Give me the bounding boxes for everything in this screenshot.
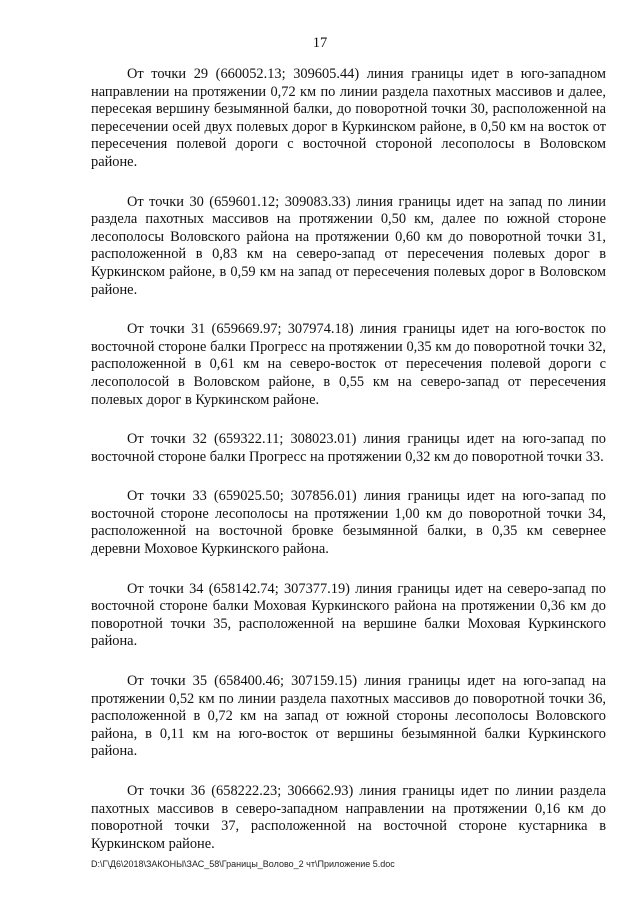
- paragraph-point-30: От точки 30 (659601.12; 309083.33) линия границы идет на запад по линии раздела пахотных массивов на протяжении 0,50 км, далее по южной стороне лесополосы Воловского района на протяжении 0,60 км до поворотной точки 31, расположенной в 0,83 км на северо-запад от пересечения полевых дорог в Куркинском районе, в 0,59 км на запад от пересечения полевых дорог в Воловском районе.: [91, 193, 606, 298]
- page-number: 17: [312, 35, 328, 51]
- paragraph-point-31: От точки 31 (659669.97; 307974.18) линия границы идет на юго-восток по восточной стороне балки Прогресс на протяжении 0,35 км до поворотной точки 32, расположенной в 0,61 км на северо-восток от пересечения полевой дороги с лесополосой в Воловском районе, в 0,55 км на северо-запад от пересечения полевых дорог в Куркинском районе.: [91, 321, 606, 408]
- document-body: [91, 66, 606, 875]
- paragraph-point-29: От точки 29 (660052.13; 309605.44) линия границы идет в юго-западном направлении на протяжении 0,72 км по линии раздела пахотных массивов и далее, пересекая вершину безымянной балки, до поворотной точки 30, расположенной на пересечении осей двух полевых дорог в Куркинском районе, в 0,50 км на восток от пересечения полевой дороги с восточной стороной лесополосы в Воловском районе.: [91, 66, 606, 170]
- paragraph-point-35: От точки 35 (658400.46; 307159.15) линия границы идет на юго-запад на протяжении 0,52 км по линии раздела пахотных массивов до поворотной точки 36, расположенной в 0,72 км на запад от южной стороны лесополосы Воловского района, в 0,11 км на юго-восток от вершины безымянной балки Куркинского района.: [91, 673, 606, 760]
- paragraph-point-32: От точки 32 (659322.11; 308023.01) линия границы идет на юго-запад по восточной стороне балки Прогресс на протяжении 0,32 км до поворотной точки 33.: [91, 431, 606, 465]
- paragraph-point-33: От точки 33 (659025.50; 307856.01) линия границы идет на юго-запад по восточной стороне лесополосы на протяжении 1,00 км до поворотной точки 34, расположенной на восточной бровке безымянной балки, в 0,35 км севернее деревни Моховое Куркинского района.: [91, 488, 606, 558]
- footer-file-path: D:\Г\Д6\2018\ЗАКОНЫ\ЗАС_58\Границы_Волово_2 чт\Приложение 5.doc: [91, 859, 395, 869]
- paragraph-point-34: От точки 34 (658142.74; 307377.19) линия границы идет на северо-запад по восточной стороне балки Моховая Куркинского района на протяжении 0,36 км до поворотной точки 35, расположенной на вершине балки Моховая Куркинского района.: [91, 580, 606, 650]
- paragraph-point-36: От точки 36 (658222.23; 306662.93) линия границы идет по линии раздела пахотных массивов в северо-западном направлении на протяжении 0,16 км до поворотной точки 37, расположенной на восточной стороне кустарника в Куркинском районе.: [91, 783, 606, 852]
